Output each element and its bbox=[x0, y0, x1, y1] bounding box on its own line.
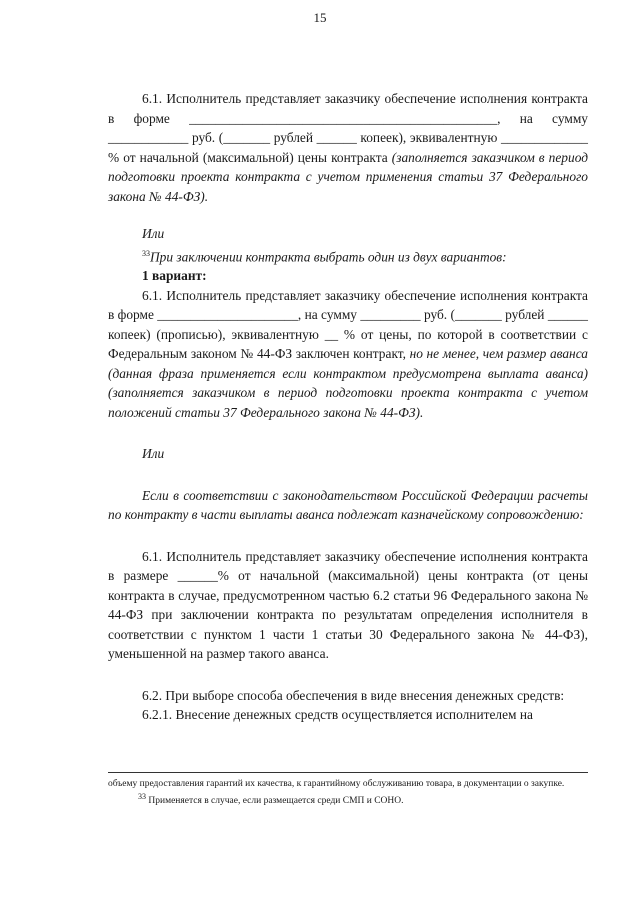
clause-6-1-general-note: (заполняется заказчиком в период подготовки проекта контракта с учетом применения статьи 37 Федерального закона № 44-ФЗ). bbox=[108, 149, 588, 204]
footnotes bbox=[108, 778, 588, 807]
clause-6-1-general-text: 6.1. Исполнитель представляет заказчику обеспечение исполнения контракта в форме ______________________________________________, на сумму ____________ руб. (_______ рублей ______ копеек), эквивалентную _____________ % от начальной (максимальной) цены контракта bbox=[108, 91, 588, 165]
document-body bbox=[108, 89, 588, 725]
footnote-33-heading-text: При заключении контракта выбрать один из двух вариантов: bbox=[150, 248, 507, 264]
variant-1-label: 1 вариант: bbox=[142, 268, 207, 284]
footnote-33-heading bbox=[108, 244, 588, 267]
clause-6-1-variant-1 bbox=[108, 286, 588, 423]
footnote-33-mark: 33 bbox=[138, 791, 146, 801]
or-separator-1: Или bbox=[142, 226, 165, 241]
clause-6-2-1: 6.2.1. Внесение денежных средств осуществляется исполнителем на bbox=[142, 707, 533, 723]
page-number: 15 bbox=[313, 10, 327, 25]
clause-6-1-variant-1-note: но не менее, чем размер аванса (данная фраза применяется если контрактом предусмотрена выплата аванса) (заполняется заказчиком в период подготовки проекта контракта с учетом положений статьи 37 Федерального закона № 44-ФЗ). bbox=[108, 346, 588, 420]
treasury-support-note: Если в соответствии с законодательством Российской Федерации расчеты по контракту в части выплаты аванса подлежат казначейскому сопровождению: bbox=[108, 487, 588, 523]
footnote-continuation: объему предоставления гарантий их качества, к гарантийному обслуживанию товара, в документации о закупке. bbox=[108, 779, 565, 789]
clause-6-1-treasury: 6.1. Исполнитель представляет заказчику обеспечение исполнения контракта в размере ______% от начальной (максимальной) цены контракта (от цены контракта в случае, предусмотренном частью 6.2 статьи 96 Федерального закона № 44-ФЗ при заключении контракта по результатам определения исполнителя в соответствии с пунктом 1 части 1 статьи 30 Федерального закона № 44-ФЗ), уменьшенной на размер такого аванса. bbox=[108, 548, 588, 662]
footnote-divider bbox=[108, 772, 588, 773]
footnote-33-ref: 33 bbox=[142, 248, 150, 258]
footnote-33-text: Применяется в случае, если размещается среди СМП и СОНО. bbox=[148, 795, 404, 806]
clause-6-1-general bbox=[108, 89, 588, 206]
or-separator-2: Или bbox=[142, 446, 165, 462]
clause-6-1-variant-1-text: 6.1. Исполнитель представляет заказчику обеспечение исполнения контракта в форме _____________________, на сумму _________ руб. (_______ рублей ______ копеек) (прописью), эквивалентную __ % от цены, по которой в соответствии с Федеральным законом № 44-ФЗ заключен контракт, bbox=[108, 287, 588, 362]
footnote-33 bbox=[108, 791, 588, 808]
clause-6-2: 6.2. При выборе способа обеспечения в виде внесения денежных средств: bbox=[142, 687, 565, 703]
